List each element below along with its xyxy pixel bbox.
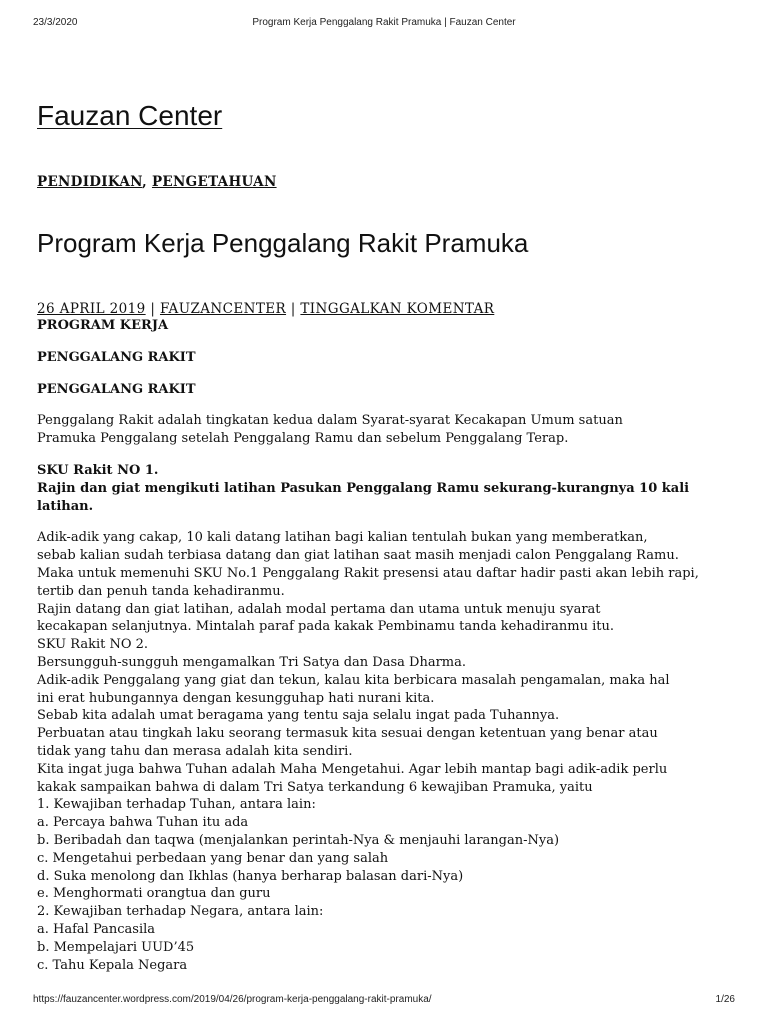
body-line: kecakapan selanjutnya. Mintalah paraf pada kakak Pembinamu tanda kehadiranmu itu. [37, 619, 614, 635]
body-line: tidak yang tahu dan merasa adalah kita sendiri. [37, 743, 353, 759]
print-page-number: 1/26 [715, 994, 735, 1005]
body-line: tertib dan penuh tanda kehadiranmu. [37, 583, 285, 599]
category-link-pendidikan[interactable]: PENDIDIKAN [37, 174, 142, 190]
body-line: d. Suka menolong dan Ikhlas (hanya berharap balasan dari-Nya) [37, 868, 464, 884]
body-line: c. Mengetahui perbedaan yang benar dan yang salah [37, 850, 389, 866]
body-line: 2. Kewajiban terhadap Negara, antara lain: [37, 904, 324, 920]
body-line: Rajin datang dan giat latihan, adalah modal pertama dan utama untuk menuju syarat [37, 601, 601, 617]
body-line: Sebab kita adalah umat beragama yang tentu saja selalu ingat pada Tuhannya. [37, 708, 560, 724]
leave-comment-link[interactable]: TINGGALKAN KOMENTAR [300, 301, 495, 317]
body-line: sebab kalian sudah terbiasa datang dan giat latihan saat masih menjadi calon Penggalang Ramu. [37, 548, 679, 564]
content-heading: PENGGALANG RAKIT [37, 349, 196, 365]
body-line: Maka untuk memenuhi SKU No.1 Penggalang Rakit presensi atau daftar hadir pasti akan lebih rapi, [37, 565, 699, 581]
post-date-link[interactable]: 26 APRIL 2019 [37, 301, 146, 317]
meta-separator: | [290, 301, 301, 317]
post-categories [37, 174, 277, 190]
body-line: Kita ingat juga bahwa Tuhan adalah Maha Mengetahui. Agar lebih mantap bagi adik-adik perlu [37, 761, 668, 777]
print-header [33, 17, 735, 31]
body-text [37, 529, 737, 974]
body-line: a. Hafal Pancasila [37, 921, 156, 937]
body-line: Perbuatan atau tingkah laku seorang termasuk kita sesuai dengan ketentuan yang benar atau [37, 726, 658, 742]
post-meta [37, 301, 494, 317]
body-line: ini erat hubungannya dengan kesungguhap hati nurani kita. [37, 690, 435, 706]
category-link-pengetahuan[interactable]: PENGETAHUAN [151, 174, 277, 190]
meta-separator: | [150, 301, 160, 317]
intro-line: Penggalang Rakit adalah tingkatan kedua dalam Syarat-syarat Kecakapan Umum satuan [37, 413, 623, 429]
body-line: Adik-adik yang cakap, 10 kali datang latihan bagi kalian tentulah bukan yang memberatkan, [37, 530, 648, 546]
print-url: https://fauzancenter.wordpress.com/2019/04/26/program-kerja-penggalang-rakit-pramuka/ [33, 994, 432, 1005]
sku1-title: SKU Rakit NO 1. [37, 462, 159, 478]
body-line: a. Percaya bahwa Tuhan itu ada [37, 815, 249, 831]
content-heading: PROGRAM KERJA [37, 318, 169, 333]
site-title-link[interactable]: Fauzan Center [37, 100, 223, 131]
body-line: kakak sampaikan bahwa di dalam Tri Satya terkandung 6 kewajiban Pramuka, yaitu [37, 779, 593, 795]
body-line: e. Menghormati orangtua dan guru [37, 886, 271, 902]
body-line: Bersungguh-sungguh mengamalkan Tri Satya dan Dasa Dharma. [37, 654, 466, 670]
post-content [37, 317, 737, 974]
body-line: Adik-adik Penggalang yang giat dan tekun, kalau kita berbicara masalah pengamalan, maka hal [37, 672, 670, 688]
sku1-subtitle: Rajin dan giat mengikuti latihan Pasukan Penggalang Ramu sekurang-kurangnya 10 kali latihan. [37, 480, 690, 514]
category-separator: , [141, 174, 152, 190]
intro-line: Pramuka Penggalang setelah Penggalang Ramu dan sebelum Penggalang Terap. [37, 431, 569, 447]
body-line: b. Mempelajari UUD’45 [37, 939, 195, 955]
post-title: Program Kerja Penggalang Rakit Pramuka [37, 228, 529, 258]
print-date: 23/3/2020 [33, 17, 78, 28]
body-line: 1. Kewajiban terhadap Tuhan, antara lain: [37, 797, 316, 813]
content-heading: PENGGALANG RAKIT [37, 381, 196, 397]
post-author-link[interactable]: FAUZANCENTER [159, 301, 287, 317]
print-footer [33, 994, 735, 1008]
body-line: c. Tahu Kepala Negara [37, 957, 188, 973]
body-line: b. Beribadah dan taqwa (menjalankan perintah-Nya & menjauhi larangan-Nya) [37, 832, 560, 848]
print-title: Program Kerja Penggalang Rakit Pramuka | Fauzan Center [252, 17, 516, 28]
body-line: SKU Rakit NO 2. [37, 637, 149, 653]
